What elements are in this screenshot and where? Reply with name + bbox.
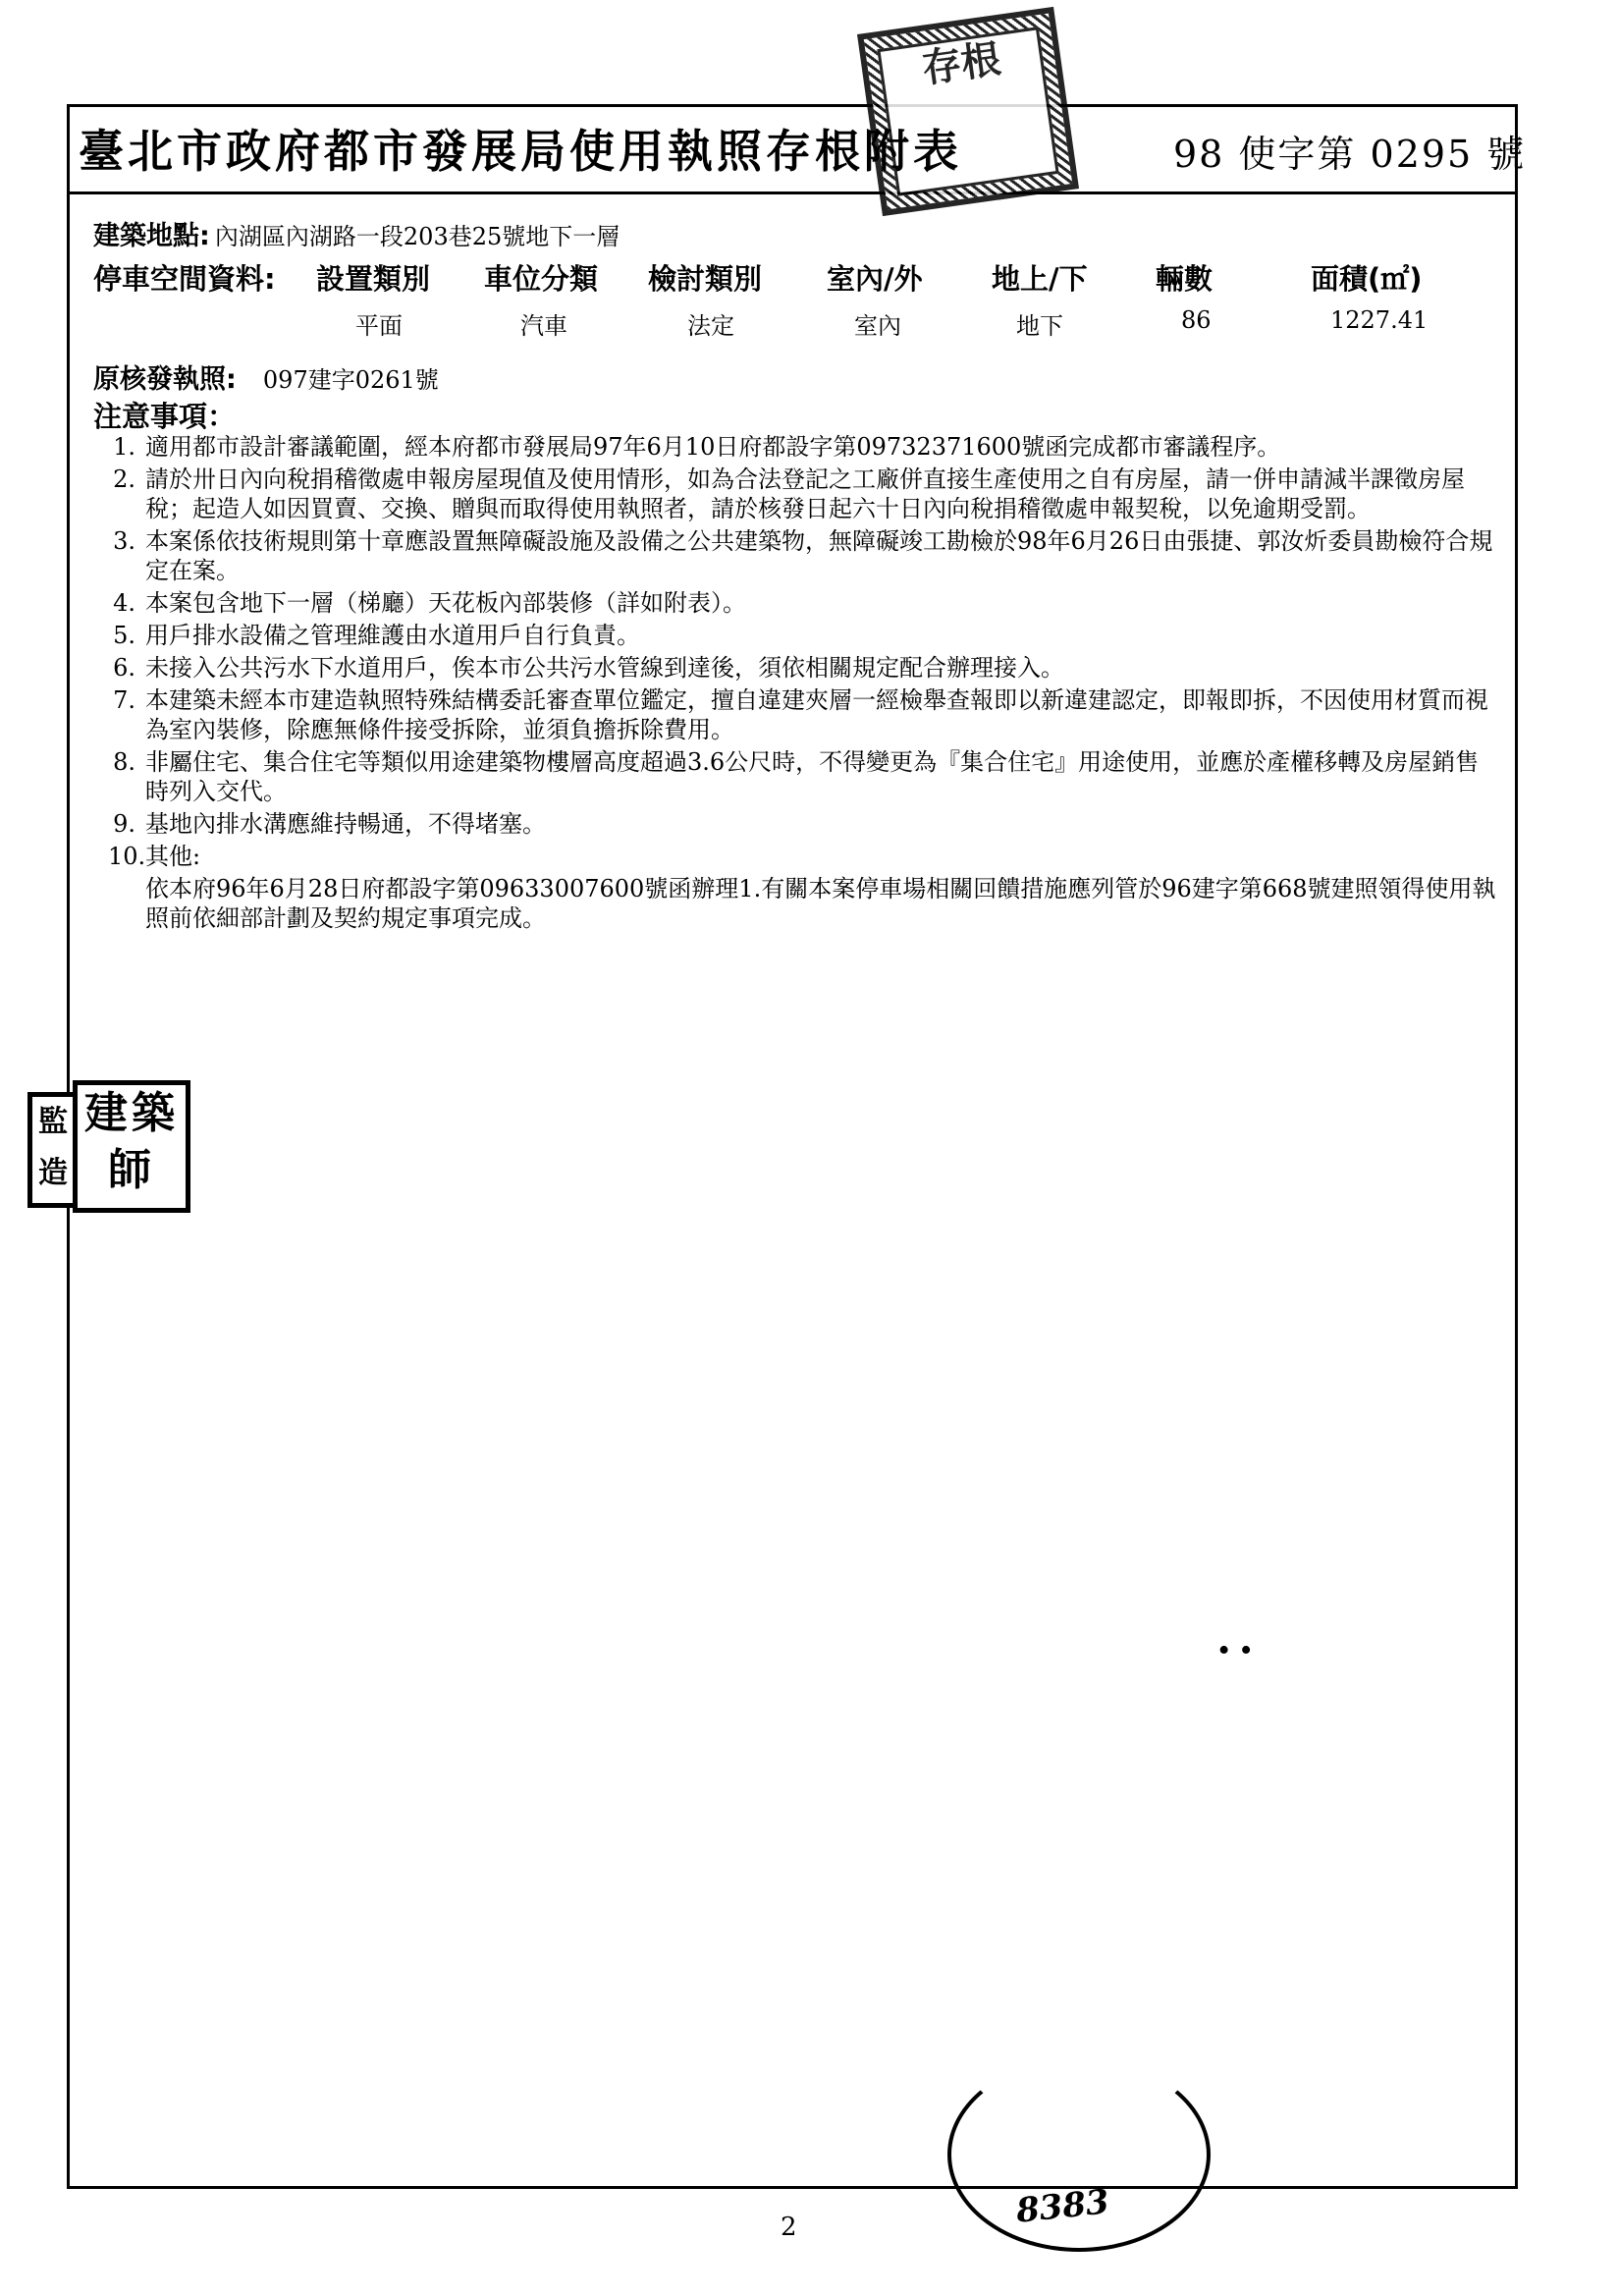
parking-col-review-type: 檢討類別 — [648, 262, 763, 296]
document-title: 臺北市政府都市發展局使用執照存根附表 — [79, 125, 962, 178]
note-item: 9. 基地內排水溝應維持暢通，不得堵塞。 — [113, 810, 546, 838]
page-number: 2 — [781, 2213, 797, 2242]
original-license-label: 原核發執照: — [93, 364, 237, 395]
permit-number: 98 使字第 0295 號 — [1173, 133, 1527, 176]
parking-cell-area: 1227.41 — [1330, 306, 1429, 334]
parking-col-area: 面積(㎡) — [1311, 262, 1423, 296]
title-separator — [67, 191, 1515, 194]
parking-cell-category: 平面 — [355, 312, 403, 340]
seal-architect: 建築師 — [73, 1080, 190, 1213]
site-address: 內湖區內湖路一段203巷25號地下一層 — [214, 223, 620, 250]
note-item: 6. 未接入公共污水下水道用戶，俟本市公共污水管線到達後，須依相關規定配合辦理接入。 — [113, 654, 1064, 682]
site-label: 建築地點: — [93, 221, 210, 251]
architect-seal — [27, 1080, 185, 1208]
parking-cell-space-type: 汽車 — [520, 312, 567, 340]
parking-label: 停車空間資料: — [93, 262, 276, 296]
parking-col-category: 設置類別 — [316, 262, 431, 296]
note-item: 7. 本建築未經本市建造執照特殊結構委託審查單位鑑定，擅自違建夾層一經檢舉查報即以新違建認定，即報即拆，不因使用材質而視為室內裝修，除應無條件接受拆除，並須負擔拆除費用。 — [113, 686, 1488, 743]
stray-marks: ∙ ∙ — [1217, 1635, 1254, 1665]
notes-title: 注意事項： — [93, 400, 237, 433]
note-item: 10. 其他: — [108, 843, 201, 870]
seal-supervisor: 監造 — [27, 1092, 79, 1208]
stamp-number: 8383 — [1014, 2182, 1111, 2231]
seal-stamp-top: 存根 — [857, 7, 1079, 216]
parking-col-indoor-outdoor: 室內/外 — [827, 262, 923, 296]
note-item: 4. 本案包含地下一層（梯廳）天花板內部裝修（詳如附表）。 — [113, 589, 746, 617]
note-item-continuation: 依本府96年6月28日府都設字第09633007600號函辦理1.有關本案停車場相關回饋措施應列管於96建字第668號建照領得使用執照前依細部計劃及契約規定事項完成。 — [145, 875, 1496, 932]
note-item: 8. 非屬住宅、集合住宅等類似用途建築物樓層高度超過3.6公尺時，不得變更為『集合住宅』用途使用，並應於產權移轉及房屋銷售時列入交代。 — [113, 748, 1480, 805]
parking-cell-indoor-outdoor: 室內 — [854, 312, 901, 340]
parking-cell-above-below: 地下 — [1016, 312, 1063, 340]
note-item: 3. 本案係依技術規則第十章應設置無障礙設施及設備之公共建築物，無障礙竣工勘檢於98年6月26日由張捷、郭汝炘委員勘檢符合規定在案。 — [113, 527, 1493, 584]
site-row — [93, 214, 620, 252]
parking-col-above-below: 地上/下 — [992, 262, 1088, 296]
parking-cell-review-type: 法定 — [687, 312, 734, 340]
parking-col-count: 輛數 — [1156, 262, 1214, 296]
bottom-seal-stamp — [947, 2136, 1203, 2254]
notes-list — [108, 432, 1502, 936]
document-frame — [67, 104, 1518, 2189]
note-item: 5. 用戶排水設備之管理維護由水道用戶自行負責。 — [113, 622, 640, 649]
original-license-value: 097建字0261號 — [262, 366, 439, 394]
note-item: 2. 請於卅日內向稅捐稽徵處申報房屋現值及使用情形，如為合法登記之工廠併直接生產使用之自有房屋，請一併申請減半課徵房屋稅；起造人如因買賣、交換、贈與而取得使用執照者，請於核發日起六十日內向稅捐稽徵處申報契稅，以免逾期受罰。 — [113, 465, 1465, 522]
original-license-row — [93, 357, 439, 396]
parking-cell-count: 86 — [1181, 306, 1212, 334]
note-item: 1. 適用都市設計審議範圍，經本府都市發展局97年6月10日府都設字第09732371600號函完成都市審議程序。 — [113, 433, 1281, 461]
parking-col-space-type: 車位分類 — [484, 262, 599, 296]
